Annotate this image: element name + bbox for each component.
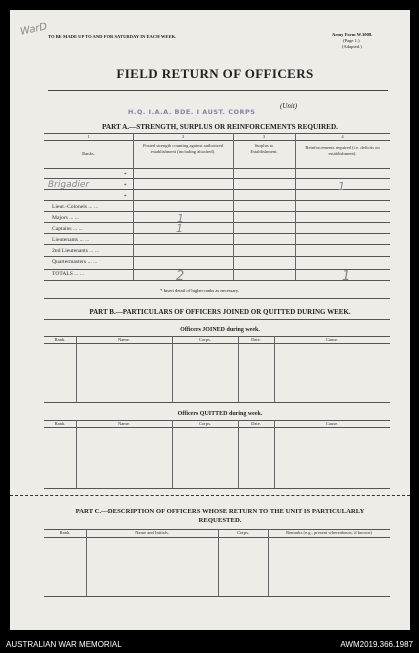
rank-2nd-lieutenants: 2nd Lieutenants ... ... — [52, 248, 100, 254]
totals-label: TOTALS ... ... — [52, 271, 85, 277]
joined-col-cause: Cause. — [325, 337, 339, 342]
totals-reinforcements-value: 1 — [342, 269, 351, 284]
footer-left: AUSTRALIAN WAR MEMORIAL — [6, 640, 122, 649]
part-c-col-rank: Rank. — [59, 530, 71, 535]
col-number-1: 1 — [87, 134, 90, 139]
joined-col-rank: Rank. — [54, 337, 66, 342]
part-c-col-remarks: Remarks (e.g., present whereabouts, if known) — [286, 530, 372, 535]
joined-col-name: Name. — [117, 337, 131, 342]
unit-stamp: H.Q. I.A.A. BDE. I AUST. CORPS — [128, 108, 256, 116]
quitted-col-corps: Corps. — [198, 421, 212, 426]
col-header-posted: Posted strength counting against authorized establishment (including attached). — [142, 143, 224, 154]
document-page — [10, 10, 410, 630]
majors-posted-value: 1 — [177, 212, 184, 225]
asterisk: * — [124, 183, 127, 189]
col-header-reinforcements: Reinforcements required (i.e. deficits on establishment). — [305, 145, 380, 156]
page-title: FIELD RETURN OF OFFICERS — [116, 66, 314, 81]
quitted-col-date: Date. — [251, 421, 261, 426]
col-number-2: 2 — [181, 134, 185, 139]
joined-col-date: Date. — [251, 337, 261, 342]
brigadier-reinforcements-value: 1 — [338, 180, 345, 193]
footer-right: AWM2019.366.1987 — [340, 640, 413, 649]
part-c-col-name: Name and Initials. — [135, 530, 169, 535]
quitted-col-rank: Rank. — [54, 421, 66, 426]
footnote: * Insert detail of higher ranks as necessary. — [160, 288, 240, 293]
asterisk: * — [124, 194, 127, 200]
handwritten-note: WarD — [19, 21, 49, 38]
col-header-surplus: Surplus to Establishment. — [250, 143, 278, 154]
rank-lieutenants: Lieutenants ... ... — [52, 237, 90, 243]
col-header-ranks: Ranks. — [82, 151, 95, 156]
instruction-text: TO BE MADE UP TO AND FOR SATURDAY IN EACH WEEK. — [48, 34, 177, 39]
rank-brigadier-handwritten: Brigadier — [48, 180, 90, 190]
form-number: Army Form W.3008. — [332, 32, 373, 37]
page-number: (Page 1.) — [343, 38, 360, 43]
part-a-title: PART A.—STRENGTH, SURPLUS OR REINFORCEMENTS REQUIRED. — [102, 123, 338, 131]
perforation-line — [10, 495, 410, 496]
part-c-col-corps: Corps. — [236, 530, 250, 535]
part-c-title-line1: PART C.—DESCRIPTION OF OFFICERS WHOSE RETURN TO THE UNIT IS PARTICULARLY — [75, 508, 365, 515]
joined-col-corps: Corps. — [198, 337, 212, 342]
totals-posted-value: 2 — [176, 269, 185, 284]
part-b-title: PART B.—PARTICULARS OF OFFICERS JOINED OR QUITTED DURING WEEK. — [89, 308, 351, 316]
rank-majors: Majors ... ... — [52, 215, 80, 221]
captains-posted-value: 1 — [176, 222, 183, 235]
adapted-note: (Adapted.) — [342, 44, 362, 49]
quitted-col-name: Name. — [117, 421, 131, 426]
quitted-col-cause: Cause. — [325, 421, 339, 426]
rank-captains: Captains ... ... — [52, 226, 83, 232]
unit-label: (Unit) — [280, 102, 298, 110]
rank-lieut-colonels: Lieut.-Colonels ... ... — [52, 204, 99, 210]
col-number-3: 3 — [262, 134, 266, 139]
col-number-4: 4 — [341, 134, 344, 139]
asterisk: * — [124, 172, 127, 178]
rank-quartermasters: Quartermasters ... ... — [52, 259, 98, 265]
joined-title: Officers JOINED during week. — [180, 327, 260, 333]
part-c-title-line2: REQUESTED. — [198, 517, 242, 524]
quitted-title: Officers QUITTED during week. — [177, 411, 263, 417]
